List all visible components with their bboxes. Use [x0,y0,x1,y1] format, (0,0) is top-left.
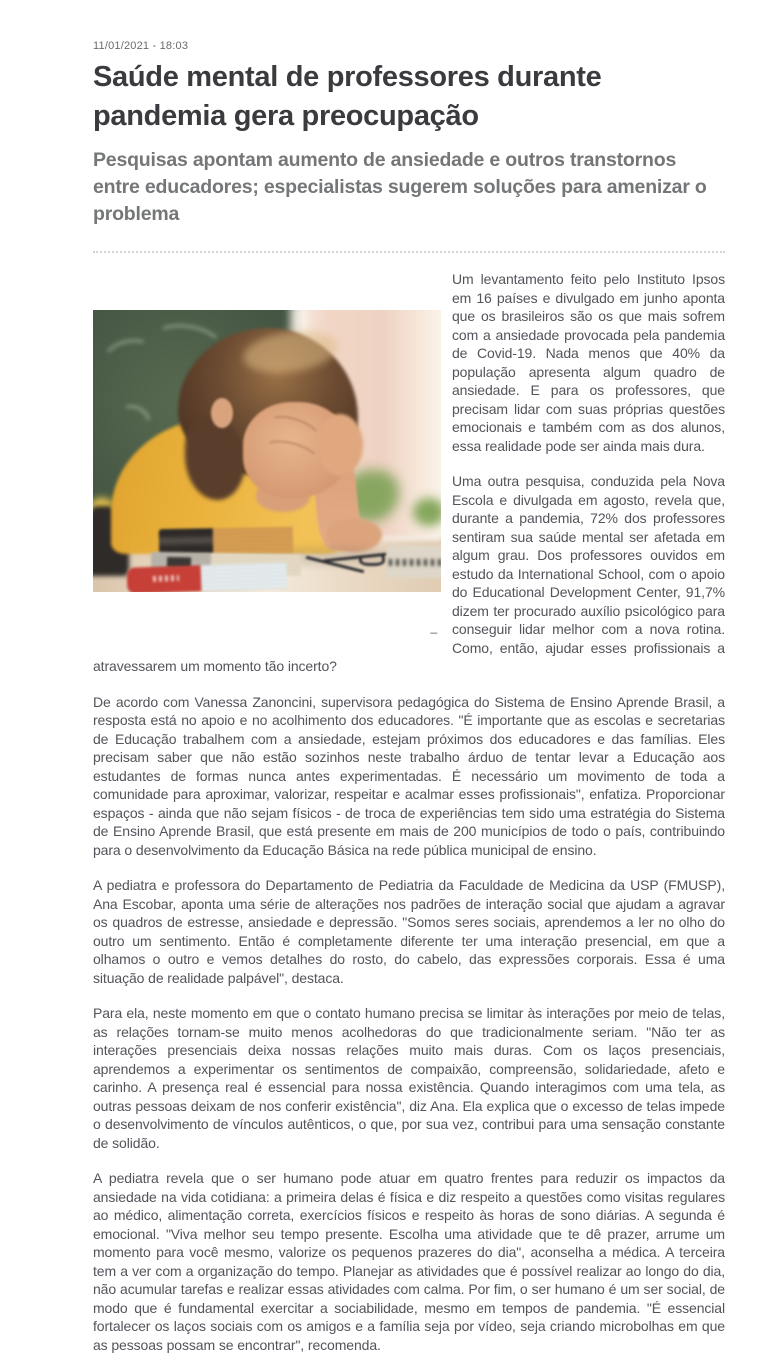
publish-date: 11/01/2021 - 18:03 [93,40,189,52]
article-paragraph: A pediatra e professora do Departamento de Pediatria da Faculdade de Medicina da USP (FMUSP), Ana Escobar, aponta uma série de alterações nos padrões de interação social que ajudam a agravar os quadros de estresse, ansiedade e depressão. "Somos seres sociais, aprendemos a ler no olho do outro um sentimento. Então é completamente diferente ter uma interação presencial, em que a olhamos o outro e vemos detalhes do rosto, do cabelo, das expressões corporais. Essa é uma situação de realidade palpável", destaca. [93,877,725,986]
book-pages [213,527,293,554]
book-red [127,562,288,592]
section-divider [93,251,725,253]
book-pages [201,562,288,591]
book-top [159,527,293,555]
photo-caption: _ [430,620,437,634]
article-paragraph: Para ela, neste momento em que o contato humano precisa se limitar às interações por meio de telas, as relações tornam-se muito menos acolhedoras do que tradicionalmente seriam. "Não ter as interações presenciais deixa nossas relações muito mais duras. Com os laços presenciais, aprendemos a experimentar os sentimentos de compaixão, compreensão, solidariedade, afeto e carinho. A presença real é essencial para nossa existência. Quando interagimos com uma tela, as outras pessoas deixam de nos conferir existência", diz Ana. Ela explica que o excesso de telas impede o desenvolvimento de vínculos autênticos, o que, por sua vez, contribui para uma sensação constante de solidão. [93,1005,725,1151]
notebook-spiral [389,559,441,566]
page-title: Saúde mental de professores durante pandemia gera preocupação [93,61,602,132]
glasses [305,551,393,577]
article-paragraph: Uma outra pesquisa, conduzida pela Nova Escola e divulgada em agosto, revela que, durante a pandemia, 72% dos professores sentiram sua saúde mental ser afetada em algum grau. Dos professores ouvidos em estudo da International School, com o apoio do Educational Development Center, 91,7% dizem ter procurado auxílio psicológico para conseguir lidar melhor com a nova rotina. Como, então, ajudar esses profissionais a atravessarem um momento tão incerto? [93,473,725,674]
article-photo [93,310,441,592]
article-paragraph: A pediatra revela que o ser humano pode atuar em quatro frentes para reduzir os impactos da ansiedade na vida cotidiana: a primeira delas é física e diz respeito a questões como visitas regulares ao médico, alimentação correta, exercícios físicos e respeito às horas de sono diárias. A segunda é emocional. "Viva melhor seu tempo presente. Escolha uma atividade que te dê prazer, arrume um momento para você mesmo, valorize os pequenos prazeres do dia", aconselha a médica. A terceira tem a ver com a organização do tempo. Planejar as atividades que é possível realizar ao longo do dia, não acumular tarefas e realizar essas atividades com calma. Por fim, o ser humano é um ser social, de modo que é fundamental exercitar a sociabilidade, mesmo em tempos de pandemia. "É essencial fortalecer os laços sociais com os amigos e a família seja por vídeo, seja criando microbolhas em que as pessoas possam se encontrar", recomenda. [93,1170,725,1353]
article-paragraph: De acordo com Vanessa Zanoncini, supervisora pedagógica do Sistema de Ensino Aprende Brasil, a resposta está no apoio e no acolhimento dos educadores. "É importante que as escolas e secretarias de Educação trabalhem com a ansiedade, estejam próximos dos educadores e das famílias. Eles precisam saber que não estão sozinhos neste trabalho árduo de tentar levar a Educação aos estudantes de formas nunca antes experimentadas. É necessário um movimento de toda a comunidade para aproximar, valorizar, respeitar e acalmar esses profissionais", enfatiza. Proporcionar espaços - ainda que não sejam físicos - de troca de experiências tem sido uma estratégia do Sistema de Ensino Aprende Brasil, que está presente em mais de 200 municípios de todo o país, contribuindo para o desenvolvimento da Educação Básica na rede pública municipal de ensino. [93,693,725,858]
book-title-marks [153,575,179,582]
glasses-lens [359,553,385,566]
article-body [93,270,725,1354]
article-paragraph: Um levantamento feito pelo Instituto Ipsos em 16 países e divulgado em junho aponta que os brasileiros são os que mais sofrem com a ansiedade provocada pela pandemia de Covid-19. Nada menos que 40% da população apresenta algum quadro de ansiedade. E para os professores, que precisam lidar com suas próprias questões emocionais e também com as dos alunos, essa realidade pode ser ainda mais dura. [452,271,725,454]
article-figure [93,310,441,647]
plant-leaf [413,498,441,526]
spiral-notebook [387,546,441,578]
teacher-hand [317,414,363,476]
teacher-ear [211,398,233,428]
article-subtitle: Pesquisas apontam aumento de ansiedade e outros transtornos entre educadores; especialistas sugerem soluções para amenizar o problema [93,149,707,225]
